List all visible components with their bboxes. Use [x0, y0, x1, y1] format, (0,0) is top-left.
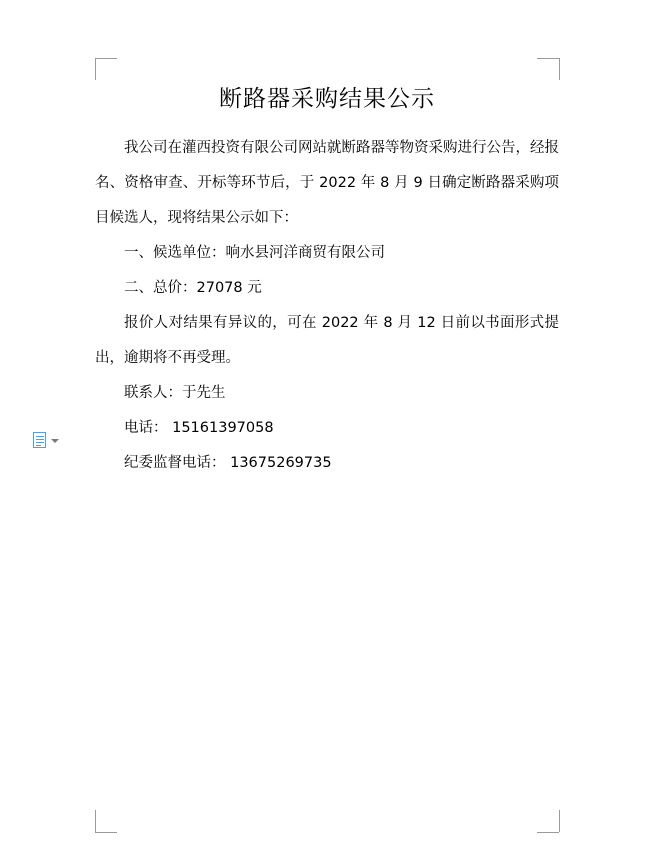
chevron-down-icon[interactable] — [51, 439, 59, 443]
paragraph-intro: 我公司在灌西投资有限公司网站就断路器等物资采购进行公告，经报名、资格审查、开标等环节后，于 2022 年 8 月 9 日确定断路器采购项目候选人，现将结果公示如下： — [95, 140, 559, 226]
paragraph-candidate-unit: 一、候选单位：响水县河洋商贸有限公司 — [124, 245, 385, 261]
document-object-icon[interactable] — [33, 432, 61, 450]
paragraph-objection-notice: 报价人对结果有异议的，可在 2022 年 8 月 12 日前以书面形式提出，逾期将不再受理。 — [95, 315, 559, 366]
document-sheet-icon — [33, 432, 46, 448]
paragraph-contact-person: 联系人：于先生 — [124, 385, 226, 401]
paragraph-supervision-phone: 纪委监督电话： 13675269735 — [124, 455, 332, 471]
document-body — [95, 70, 559, 481]
paragraph-phone: 电话： 15161397058 — [124, 420, 274, 436]
paragraph-total-price: 二、总价：27078 元 — [124, 280, 262, 296]
page-title: 断路器采购结果公示 — [219, 86, 435, 112]
